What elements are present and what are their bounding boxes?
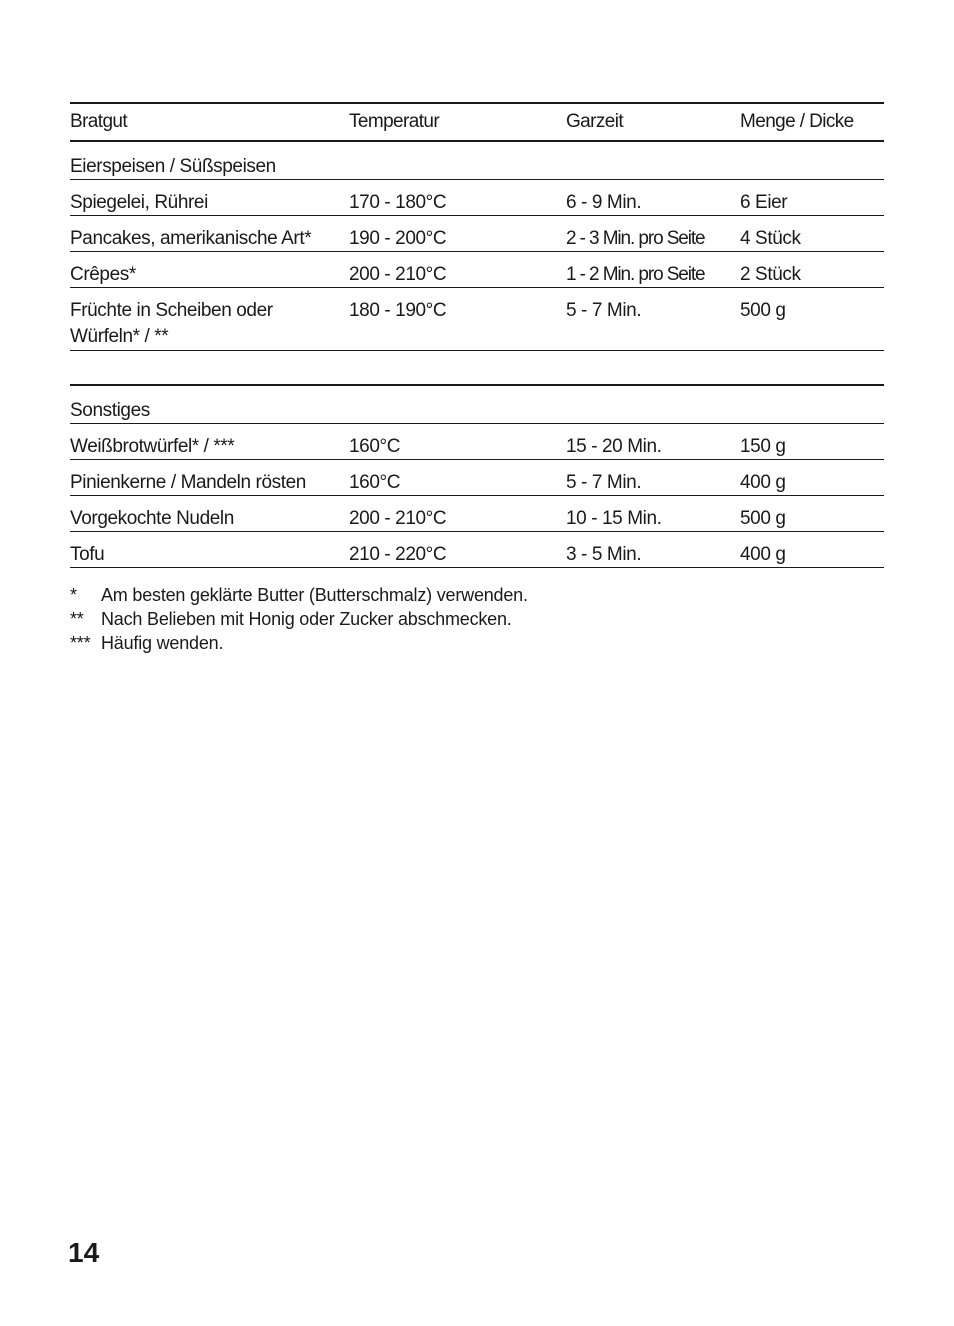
cell-temperature: 170 - 180°C (349, 192, 447, 213)
footnote-text: Am besten geklärte Butter (Butterschmalz) verwenden. (101, 585, 528, 605)
cell-time: 6 - 9 Min. (566, 192, 642, 213)
cell-food: Pancakes, amerikanische Art* (70, 228, 312, 249)
table-row (70, 532, 884, 568)
cell-amount: 4 Stück (740, 228, 801, 249)
cell-food: Pinienkerne / Mandeln rösten (70, 472, 306, 493)
page-number: 14 (68, 1237, 100, 1268)
table-row (70, 460, 884, 496)
footnote-text: Nach Belieben mit Honig oder Zucker abschmecken. (101, 609, 512, 629)
cell-amount: 150 g (740, 436, 786, 457)
cell-time: 1 - 2 Min. pro Seite (566, 264, 705, 285)
header-time: Garzeit (566, 111, 624, 132)
footnote (70, 631, 528, 655)
section-title-egg-sweet: Eierspeisen / Süßspeisen (70, 142, 884, 180)
footnote-mark: ** (70, 609, 84, 629)
cell-temperature: 200 - 210°C (349, 508, 447, 529)
table-row (70, 288, 884, 351)
cell-time: 3 - 5 Min. (566, 544, 642, 565)
table-row (70, 496, 884, 532)
cell-temperature: 210 - 220°C (349, 544, 447, 565)
footnote (70, 607, 528, 631)
cell-temperature: 160°C (349, 472, 401, 493)
section-title-misc: Sonstiges (70, 386, 884, 424)
footnote (70, 583, 528, 607)
cell-time: 5 - 7 Min. (566, 472, 642, 493)
cell-temperature: 200 - 210°C (349, 264, 447, 285)
cell-food: Weißbrotwürfel* / *** (70, 436, 235, 457)
section-divider (70, 351, 884, 386)
cell-time: 2 - 3 Min. pro Seite (566, 228, 705, 249)
cell-food: Früchte in Scheiben oder Würfeln* / ** (70, 300, 273, 347)
cell-amount: 400 g (740, 472, 786, 493)
footnote-mark: *** (70, 633, 91, 653)
table-header-row (70, 102, 884, 142)
cell-temperature: 190 - 200°C (349, 228, 447, 249)
cooking-table (70, 102, 884, 568)
cell-food: Tofu (70, 544, 105, 565)
cell-time: 10 - 15 Min. (566, 508, 662, 529)
table-row (70, 424, 884, 460)
cell-food: Spiegelei, Rührei (70, 192, 208, 213)
cell-amount: 500 g (740, 300, 786, 321)
cell-amount: 2 Stück (740, 264, 801, 285)
header-temperature: Temperatur (349, 111, 440, 132)
cell-time: 15 - 20 Min. (566, 436, 662, 457)
cell-amount: 400 g (740, 544, 786, 565)
cell-temperature: 180 - 190°C (349, 300, 447, 321)
footnotes (70, 583, 528, 655)
cell-amount: 500 g (740, 508, 786, 529)
header-amount: Menge / Dicke (740, 111, 854, 132)
cell-amount: 6 Eier (740, 192, 788, 213)
footnote-mark: * (70, 585, 77, 605)
cell-time: 5 - 7 Min. (566, 300, 642, 321)
cell-food: Vorgekochte Nudeln (70, 508, 234, 529)
table-row (70, 252, 884, 288)
cell-temperature: 160°C (349, 436, 401, 457)
cell-food: Crêpes* (70, 264, 136, 285)
table-row (70, 216, 884, 252)
footnote-text: Häufig wenden. (101, 633, 224, 653)
table-row (70, 180, 884, 216)
header-food: Bratgut (70, 111, 128, 132)
